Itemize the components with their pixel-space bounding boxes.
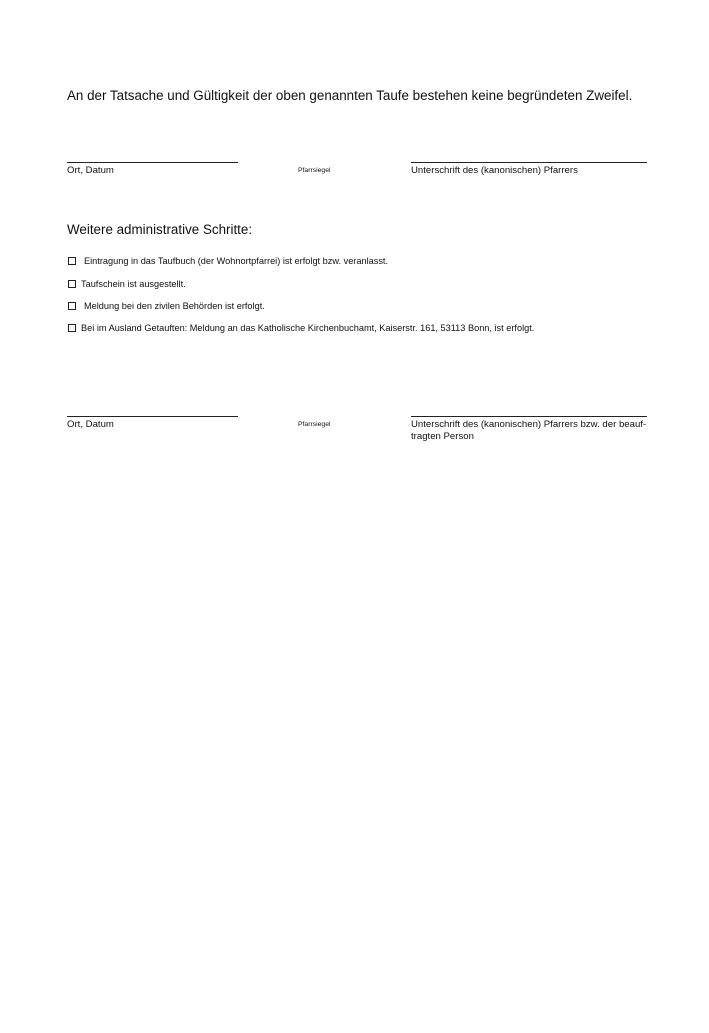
signature-line[interactable] <box>411 416 647 417</box>
place-date-line[interactable] <box>67 162 238 163</box>
checkbox[interactable] <box>68 302 76 310</box>
place-date-label: Ort, Datum <box>67 419 114 430</box>
seal-label: Pfarrsiegel <box>298 167 331 174</box>
place-date-label: Ort, Datum <box>67 165 114 176</box>
admin-steps-heading: Weitere administrative Schritte: <box>67 222 253 237</box>
checklist-item-label: Eintragung in das Taufbuch (der Wohnortpfarrei) ist erfolgt bzw. veranlasst. <box>84 256 389 266</box>
checklist-item-label: Bei im Ausland Getauften: Meldung an das Katholische Kirchenbuchamt, Kaiserstr. 161, 53113 Bonn, ist erfolgt. <box>81 323 535 333</box>
checklist-item[interactable] <box>68 256 388 266</box>
checkbox[interactable] <box>68 324 76 332</box>
signature-line[interactable] <box>411 162 647 163</box>
place-date-line[interactable] <box>67 416 238 417</box>
checklist-item[interactable] <box>68 323 534 333</box>
checklist-item-label: Meldung bei den zivilen Behörden ist erfolgt. <box>84 301 265 311</box>
signature-label: Unterschrift des (kanonischen) Pfarrers bzw. der beauf-tragten Person <box>411 419 647 442</box>
seal-label: Pfarrsiegel <box>298 421 331 428</box>
signature-label: Unterschrift des (kanonischen) Pfarrers <box>411 165 578 176</box>
checklist-item[interactable] <box>68 279 186 289</box>
checklist-item[interactable] <box>68 301 265 311</box>
baptism-validity-statement: An der Tatsache und Gültigkeit der oben genannten Taufe bestehen keine begründeten Zweifel. <box>67 88 633 103</box>
checklist-item-label: Taufschein ist ausgestellt. <box>81 279 186 289</box>
checkbox[interactable] <box>68 280 76 288</box>
checkbox[interactable] <box>68 257 76 265</box>
